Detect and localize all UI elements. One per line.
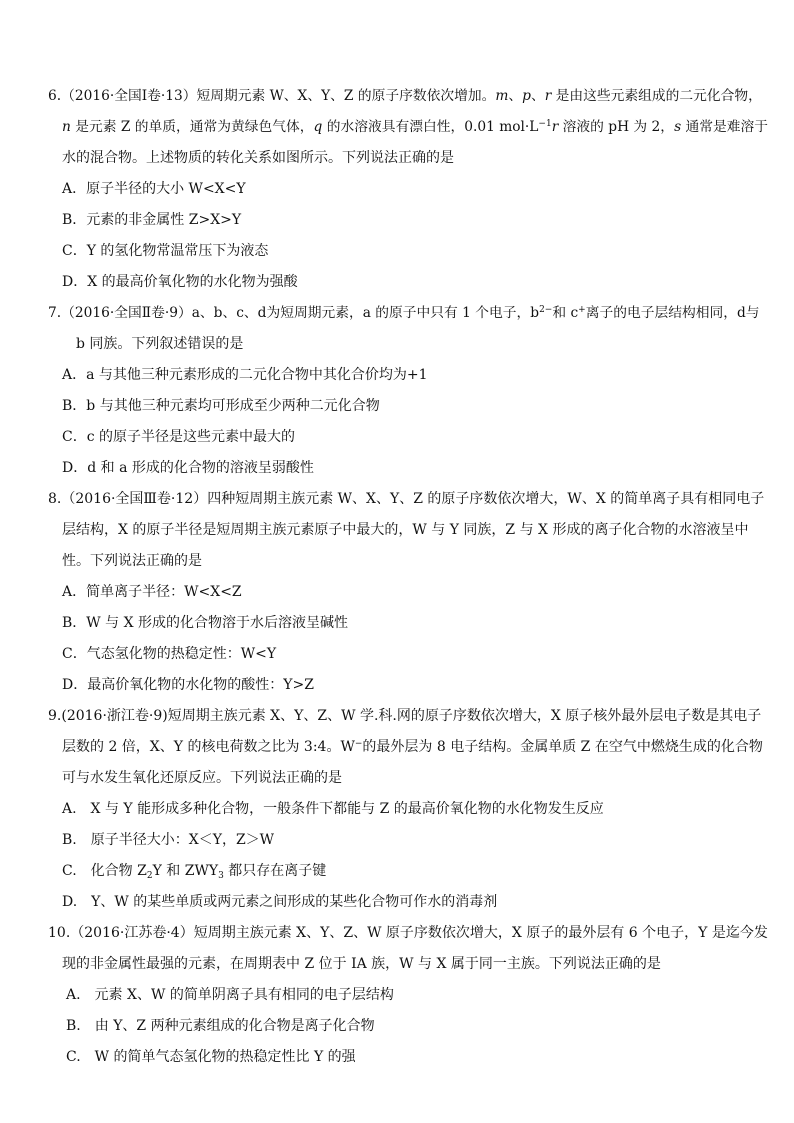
q8-stem-line-2: 层结构，X 的原子半径是短周期主族元素原子中最大的，W 与 Y 同族，Z 与 X 形成的离子化合物的水溶液呈中 [62, 522, 749, 538]
q7-option-d: D．d 和 a 形成的化合物的溶液呈弱酸性 [62, 460, 314, 476]
q6-option-c: C．Y 的氢化物常温常压下为液态 [62, 243, 269, 259]
q6-stem-line-3: 水的混合物。上述物质的转化关系如图所示。下列说法正确的是 [62, 150, 454, 166]
q10-option-b: B. 由 Y、Z 两种元素组成的化合物是离子化合物 [66, 1018, 375, 1034]
q8-stem-line-3: 性。下列说法正确的是 [62, 553, 202, 569]
q6-stem-line-2: n 是元素 Z 的单质，通常为黄绿色气体，q 的水溶液具有漂白性，0.01 $mol\cdot L^{-1}r$ 溶液的 pH 为 2，s 通常是难溶于 [62, 119, 768, 135]
q10-stem-line-1: 10.（2016·江苏卷·4）短周期主族元素 X、Y、Z、W 原子序数依次增大，X 原子的最外层有 6 个电子，Y 是迄今发 [48, 925, 768, 941]
q7-stem-line-1: 7.（2016·全国Ⅱ卷·9）a、b、c、d为短周期元素，a 的原子中只有 1 个电子，$b^{2-}$和 c+离子的电子层结构相同，d与 [48, 305, 760, 321]
q8-option-c: C．气态氢化物的热稳定性：W<Y [62, 646, 277, 662]
q9-option-c: C. 化合物 $Z_2Y$ 和 $ZWY_3$ 都只存在离子键 [62, 863, 327, 881]
q8-stem-line-1: 8.（2016·全国Ⅲ卷·12）四种短周期主族元素 W、X、Y、Z 的原子序数依次增大，W、X 的简单离子具有相同电子 [48, 491, 765, 507]
q6-option-b: B．元素的非金属性 Z>X>Y [62, 212, 242, 228]
q8-option-a: A．简单离子半径：W<X<Z [62, 584, 242, 600]
q7-option-b: B．b 与其他三种元素均可形成至少两种二元化合物 [62, 398, 380, 414]
q10-option-a: A. 元素 X、W 的简单阴离子具有相同的电子层结构 [66, 987, 394, 1003]
q8-option-b: B．W 与 X 形成的化合物溶于水后溶液呈碱性 [62, 615, 348, 631]
q9-stem-line-1: 9.(2016·浙江卷·9)短周期主族元素 X、Y、Z、W 学.科.网的原子序数依次增大，X 原子核外最外层电子数是其电子 [48, 708, 762, 724]
q7-stem-line-2: b 同族。下列叙述错误的是 [76, 336, 244, 352]
q9-stem-line-3: 可与水发生氧化还原反应。下列说法正确的是 [62, 770, 342, 786]
q10-stem-line-2: 现的非金属性最强的元素，在周期表中 Z 位于 IA 族，W 与 X 属于同一主族。下列说法正确的是 [62, 956, 661, 972]
q7-option-c: C．c 的原子半径是这些元素中最大的 [62, 429, 296, 445]
q6-stem-line-1: 6.（2016·全国Ⅰ卷·13）短周期元素 W、X、Y、Z 的原子序数依次增加。m、p、r 是由这些元素组成的二元化合物， [48, 88, 762, 104]
q10-option-c: C. W 的简单气态氢化物的热稳定性比 Y 的强 [66, 1049, 356, 1065]
q7-option-a: A．a 与其他三种元素形成的二元化合物中其化合价均为+1 [62, 367, 428, 383]
q9-option-d: D. Y、W 的某些单质或两元素之间形成的某些化合物可作水的消毒剂 [62, 894, 498, 910]
q6-option-a: A．原子半径的大小 W<X<Y [62, 181, 246, 197]
q6-option-d: D．X 的最高价氧化物的水化物为强酸 [62, 274, 298, 290]
q9-option-b: B. 原子半径大小：X＜Y，Z＞W [62, 832, 275, 848]
q9-option-a: A. X 与 Y 能形成多种化合物，一般条件下都能与 Z 的最高价氧化物的水化物发生反应 [62, 801, 604, 817]
q8-option-d: D．最高价氧化物的水化物的酸性：Y>Z [62, 677, 314, 693]
q9-stem-line-2: 层数的 2 倍，X、Y 的核电荷数之比为 3:4。W−的最外层为 8 电子结构。金属单质 Z 在空气中燃烧生成的化合物 [62, 739, 763, 755]
